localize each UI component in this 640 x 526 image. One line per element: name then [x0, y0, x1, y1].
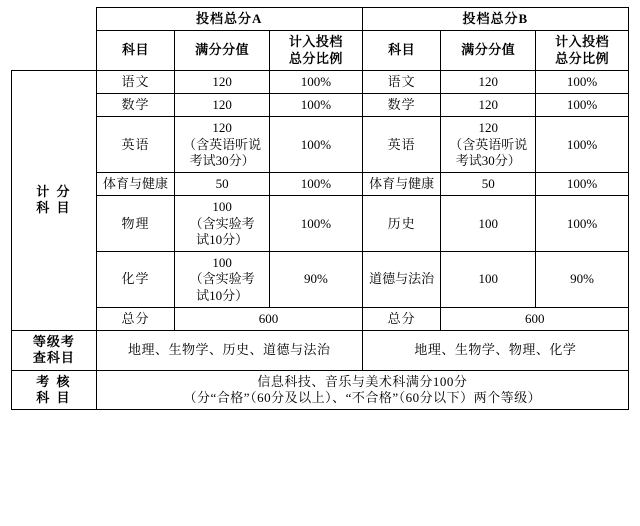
- a-subject-3: 体育与健康: [96, 173, 175, 196]
- b-subject-5: 道德与法治: [362, 252, 441, 308]
- a-subject-5: 化学: [96, 252, 175, 308]
- b-ratio-4: 100%: [536, 196, 629, 252]
- a-ratio-4: 100%: [270, 196, 363, 252]
- row-label-assessment: [12, 370, 97, 410]
- table-row: [12, 252, 629, 308]
- header-b-ratio: [536, 31, 629, 71]
- b-score-4: 100: [441, 196, 536, 252]
- row-label-grade-line1: 等级考: [32, 334, 75, 349]
- grade-exam-group-a: 地理、生物学、历史、道德与法治: [96, 331, 362, 371]
- score-table-document: [0, 7, 640, 526]
- header-b-ratio-line2: 总分比例: [555, 50, 610, 66]
- b-subject-1: 数学: [362, 94, 441, 117]
- row-label-scoring-subjects: [12, 70, 97, 330]
- a-score-4-value: 100: [212, 199, 232, 215]
- b-ratio-5: 90%: [536, 252, 629, 308]
- b-score-2-note: （含英语听说 考试30分）: [449, 136, 528, 168]
- row-label-assessment-line2: 科 目: [36, 389, 72, 405]
- header-a-ratio-line2: 总分比例: [288, 50, 343, 66]
- a-ratio-2: 100%: [270, 117, 363, 173]
- b-subject-3: 体育与健康: [362, 173, 441, 196]
- table-row-assessment: [12, 370, 629, 410]
- row-label-grade-line2: 查科目: [32, 350, 75, 366]
- b-score-0: 120: [441, 70, 536, 93]
- a-subject-2: 英语: [96, 117, 175, 173]
- a-subject-0: 语文: [96, 70, 175, 93]
- header-a-subject: 科目: [96, 31, 175, 71]
- table-header-groups: [12, 8, 629, 31]
- table-row-total: [12, 307, 629, 330]
- header-corner-blank: [12, 8, 97, 71]
- table-row-grade-exam: [12, 331, 629, 371]
- b-score-2: [441, 117, 536, 173]
- b-ratio-2: 100%: [536, 117, 629, 173]
- admission-score-table: [11, 7, 629, 410]
- table-row: [12, 70, 629, 93]
- a-score-4: [175, 196, 270, 252]
- row-label-assessment-line1: 考 核: [36, 373, 72, 389]
- b-total-label: 总分: [362, 307, 441, 330]
- grade-exam-group-b: 地理、生物学、物理、化学: [362, 331, 628, 371]
- a-score-4-note: （含实验考 试10分）: [189, 215, 255, 247]
- table-header-columns: [12, 31, 629, 71]
- a-total-value: 600: [175, 307, 362, 330]
- a-total-label: 总分: [96, 307, 175, 330]
- a-ratio-5: 90%: [270, 252, 363, 308]
- a-subject-1: 数学: [96, 94, 175, 117]
- a-score-2-value: 120: [212, 120, 232, 136]
- header-b-fullscore: 满分分值: [441, 31, 536, 71]
- header-a-ratio-line1: 计入投档: [288, 34, 343, 50]
- b-score-5: 100: [441, 252, 536, 308]
- a-ratio-1: 100%: [270, 94, 363, 117]
- b-ratio-0: 100%: [536, 70, 629, 93]
- a-score-5-note: （含实验考 试10分）: [189, 271, 255, 303]
- a-score-2-note: （含英语听说 考试30分）: [183, 136, 262, 168]
- assessment-content: [96, 370, 628, 410]
- assessment-line-1: 信息科技、音乐与美术科满分100分: [257, 373, 468, 389]
- row-label-scoring-line2: 科 目: [36, 200, 72, 216]
- b-total-value: 600: [441, 307, 629, 330]
- a-subject-4: 物理: [96, 196, 175, 252]
- header-b-subject: 科目: [362, 31, 441, 71]
- a-score-2: [175, 117, 270, 173]
- assessment-line-2: （分“合格”（60分及以上）、“不合格”（60分以下）两个等级）: [183, 389, 542, 405]
- table-row: [12, 117, 629, 173]
- a-score-0: 120: [175, 70, 270, 93]
- b-score-1: 120: [441, 94, 536, 117]
- table-row: [12, 173, 629, 196]
- row-label-scoring-line1: 计 分: [36, 184, 72, 200]
- a-score-1: 120: [175, 94, 270, 117]
- b-subject-4: 历史: [362, 196, 441, 252]
- a-ratio-3: 100%: [270, 173, 363, 196]
- header-b-ratio-line1: 计入投档: [555, 34, 610, 50]
- header-a-ratio: [270, 31, 363, 71]
- table-row: [12, 94, 629, 117]
- b-score-2-value: 120: [478, 120, 499, 136]
- header-a-fullscore: 满分分值: [175, 31, 270, 71]
- a-score-5: [175, 252, 270, 308]
- b-subject-2: 英语: [362, 117, 441, 173]
- row-label-grade-exam: [12, 331, 97, 371]
- b-ratio-1: 100%: [536, 94, 629, 117]
- b-ratio-3: 100%: [536, 173, 629, 196]
- b-subject-0: 语文: [362, 70, 441, 93]
- header-group-b: 投档总分B: [362, 8, 628, 31]
- header-group-a: 投档总分A: [96, 8, 362, 31]
- table-row: [12, 196, 629, 252]
- a-score-5-value: 100: [212, 255, 232, 270]
- b-score-3: 50: [441, 173, 536, 196]
- a-ratio-0: 100%: [270, 70, 363, 93]
- a-score-3: 50: [175, 173, 270, 196]
